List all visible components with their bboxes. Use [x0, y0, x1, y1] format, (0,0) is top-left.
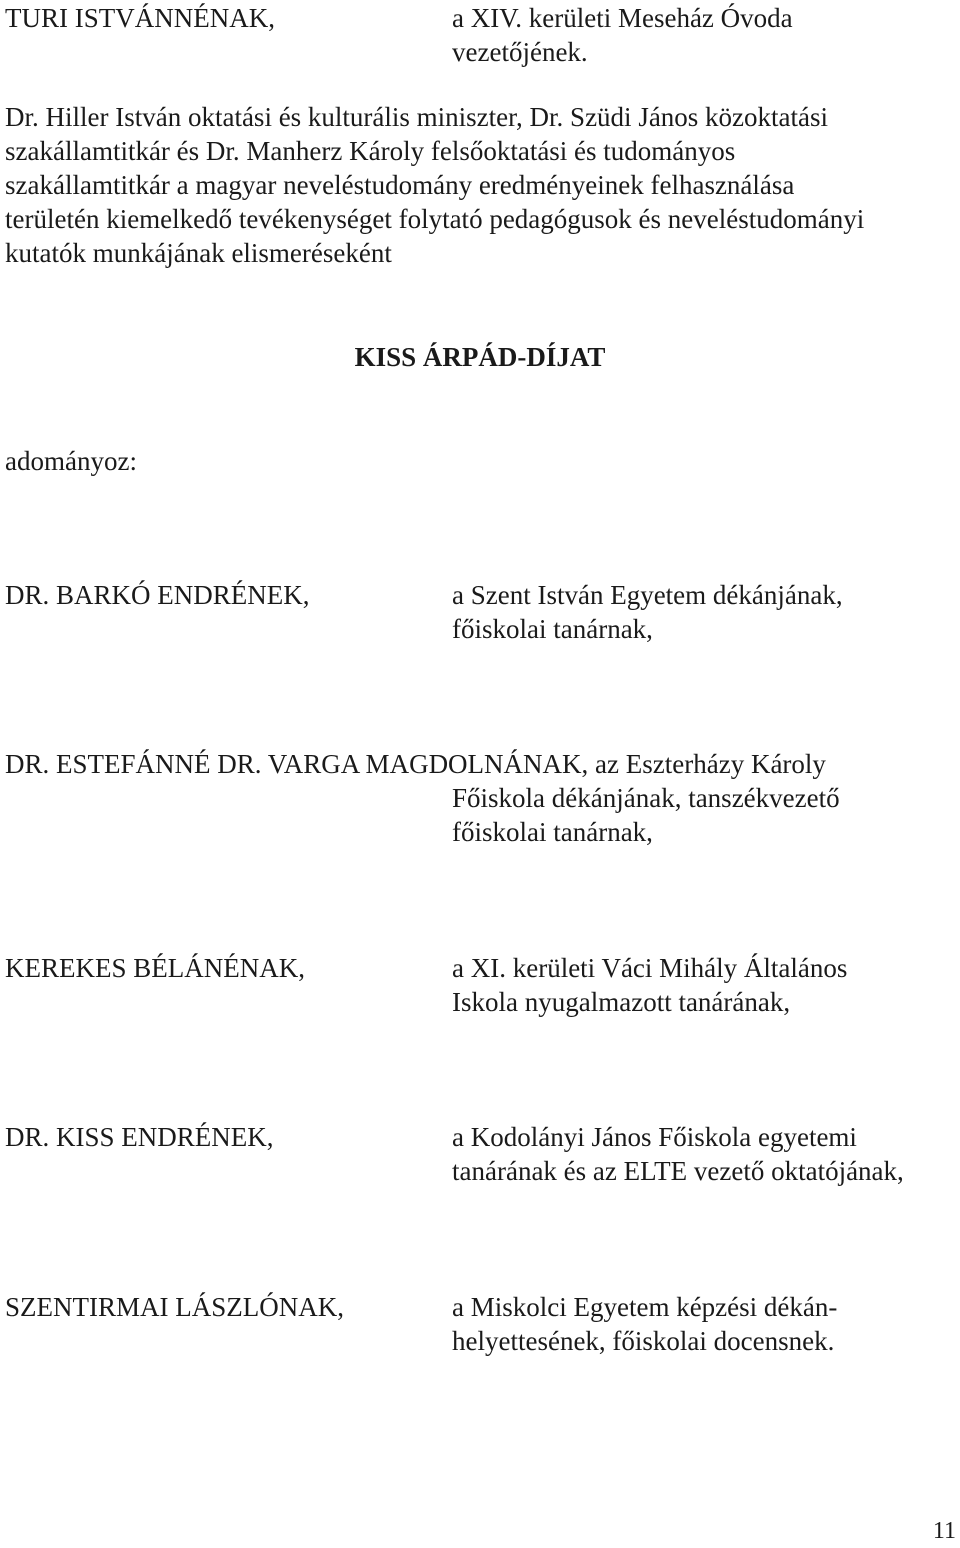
intro-line-3: szakállamtitkár a magyar neveléstudomány eredményeinek felhasználása [5, 170, 795, 200]
recipient-2-role-line-2: főiskolai tanárnak, [452, 817, 653, 847]
recipient-1-name: DR. BARKÓ ENDRÉNEK, [5, 580, 310, 610]
recipient-3-role-line-2: Iskola nyugalmazott tanárának, [452, 987, 791, 1017]
recipient-3-name: KEREKES BÉLÁNÉNAK, [5, 953, 305, 983]
recipient-4-name: DR. KISS ENDRÉNEK, [5, 1122, 274, 1152]
recipient-2-role-line-1: Főiskola dékánjának, tanszékvezető [452, 783, 840, 813]
intro-line-1: Dr. Hiller István oktatási és kulturális miniszter, Dr. Szüdi János közoktatási [5, 102, 829, 132]
recipient-4-role-line-1: a Kodolányi János Főiskola egyetemi [452, 1122, 857, 1152]
recipient-5-name: SZENTIRMAI LÁSZLÓNAK, [5, 1292, 344, 1322]
grants-label: adományoz: [5, 446, 137, 476]
page-number: 11 [932, 1518, 956, 1544]
top-entry-name: TURI ISTVÁNNÉNAK, [5, 3, 275, 33]
recipient-4-role-line-2: tanárának és az ELTE vezető oktatójának, [452, 1156, 904, 1186]
intro-line-5: kutatók munkájának elismeréseként [5, 238, 392, 268]
recipient-2-name: DR. ESTEFÁNNÉ DR. VARGA MAGDOLNÁNAK, az Eszterházy Károly [5, 749, 826, 779]
recipient-1-role-line-1: a Szent István Egyetem dékánjának, [452, 580, 843, 610]
award-title: KISS ÁRPÁD-DÍJAT [354, 342, 606, 372]
recipient-3-role-line-1: a XI. kerületi Váci Mihály Általános [452, 953, 848, 983]
recipient-1-role-line-2: főiskolai tanárnak, [452, 614, 653, 644]
top-entry-role-line-1: a XIV. kerületi Meseház Óvoda [452, 3, 793, 33]
recipient-5-role-line-1: a Miskolci Egyetem képzési dékán- [452, 1292, 838, 1322]
intro-line-2: szakállamtitkár és Dr. Manherz Károly felsőoktatási és tudományos [5, 136, 736, 166]
recipient-5-role-line-2: helyettesének, főiskolai docensnek. [452, 1326, 835, 1356]
top-entry-role-line-2: vezetőjének. [452, 37, 588, 67]
intro-line-4: területén kiemelkedő tevékenységet folytató pedagógusok és neveléstudományi [5, 204, 865, 234]
